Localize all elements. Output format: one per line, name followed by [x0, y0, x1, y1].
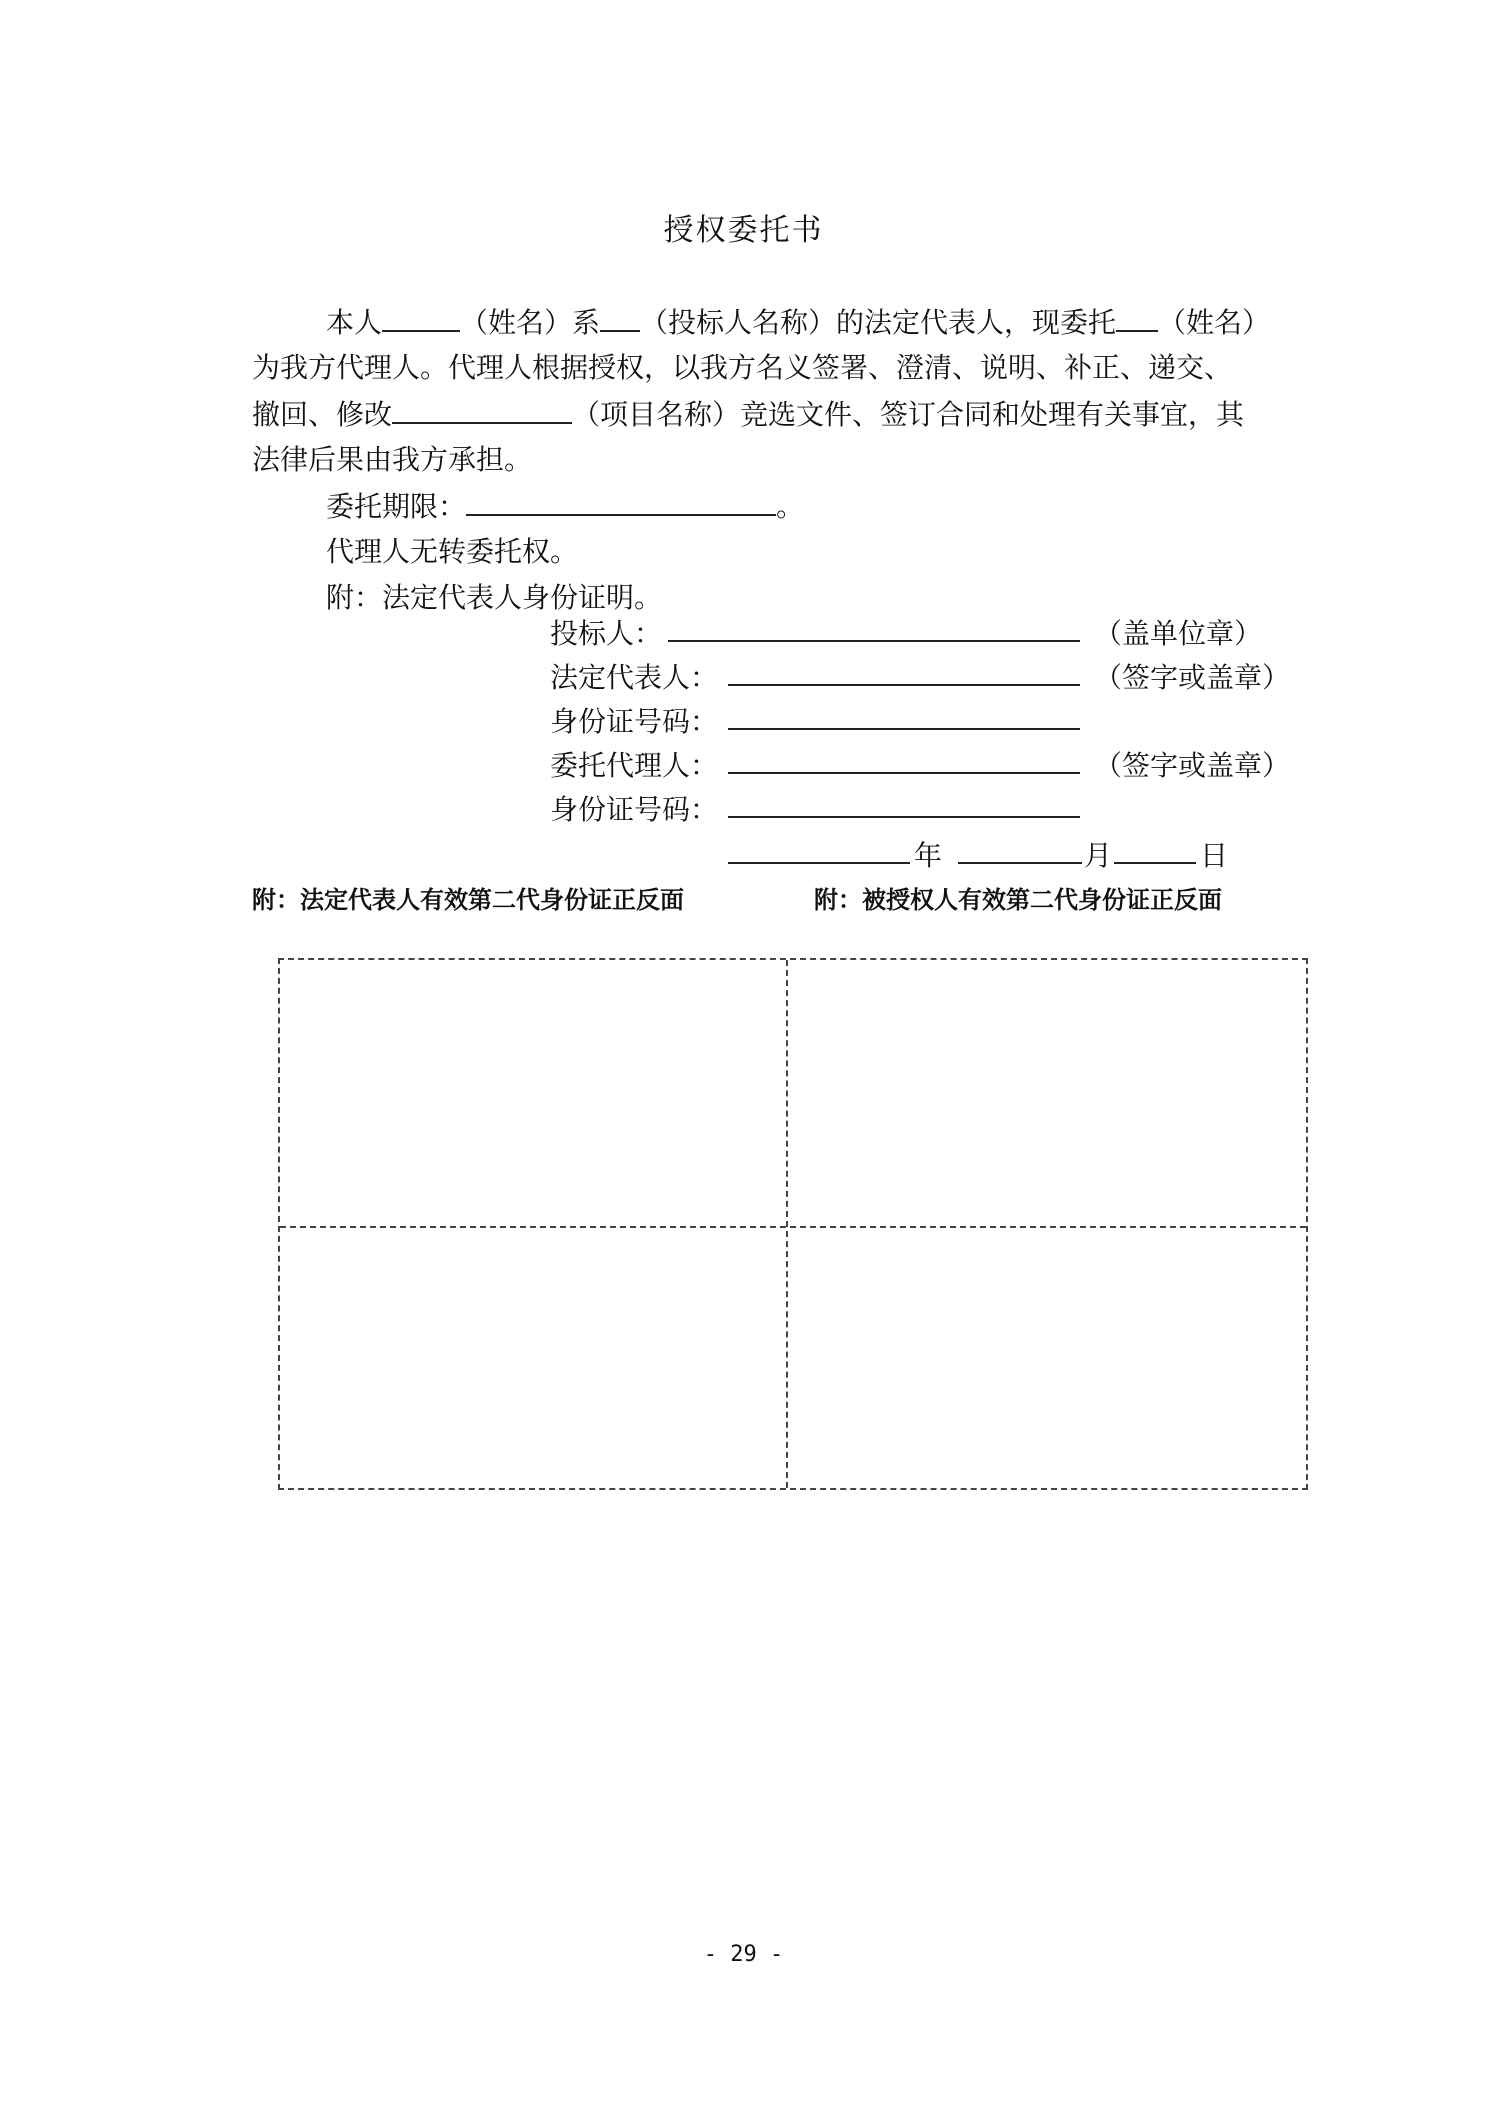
paragraph-line-1	[326, 300, 1270, 345]
text-segment: 本人	[326, 306, 383, 339]
signature-line-id-2	[728, 816, 1080, 818]
id-slot-legal-rep-front	[280, 960, 786, 1226]
text-segment: （姓名）系	[460, 306, 601, 339]
signature-line-id-1	[728, 728, 1080, 730]
text-segment: （项目名称）竞选文件、签订合同和处理有关事宜，其	[572, 398, 1245, 431]
signature-label-id-2: 身份证号码：	[550, 793, 719, 826]
note-legal-rep-id: 附：法定代表人有效第二代身份证正反面	[252, 886, 684, 914]
signature-label-id-1: 身份证号码：	[550, 705, 719, 738]
document-title: 授权委托书	[663, 213, 824, 248]
period-label: 委托期限：	[326, 490, 467, 523]
period-end: 。	[776, 490, 805, 523]
date-year: 年	[914, 839, 943, 872]
attachment-line: 附：法定代表人身份证明。	[326, 581, 663, 614]
id-slot-legal-rep-back	[280, 1226, 786, 1488]
signature-line-bidder	[668, 640, 1080, 642]
date-day: 日	[1200, 839, 1229, 872]
date-month-blank	[958, 862, 1082, 864]
blank-project	[392, 392, 572, 424]
blank-agent-name	[1116, 300, 1158, 332]
signature-label-legal-rep: 法定代表人：	[550, 661, 719, 694]
note-authorized-id: 附：被授权人有效第二代身份证正反面	[814, 886, 1222, 914]
signature-label-agent: 委托代理人：	[550, 749, 719, 782]
no-transfer-line: 代理人无转委托权。	[326, 535, 579, 568]
date-month: 月	[1084, 839, 1113, 872]
blank-name	[382, 300, 460, 332]
period-line	[326, 484, 804, 529]
blank-bidder	[600, 300, 640, 332]
blank-period	[466, 484, 776, 516]
signature-note-legal-rep: （签字或盖章）	[1094, 661, 1291, 694]
paragraph-line-3	[252, 392, 1244, 437]
text-segment: （姓名）	[1158, 306, 1271, 339]
text-segment: （投标人名称）的法定代表人，现委托	[640, 306, 1117, 339]
signature-note-agent: （签字或盖章）	[1094, 749, 1291, 782]
signature-line-legal-rep	[728, 684, 1080, 686]
paragraph-line-4: 法律后果由我方承担。	[252, 443, 533, 476]
signature-line-agent	[728, 772, 1080, 774]
paragraph-line-2: 为我方代理人。代理人根据授权，以我方名义签署、澄清、说明、补正、递交、	[252, 351, 1233, 384]
date-day-blank	[1114, 862, 1196, 864]
id-slot-authorized-front	[786, 960, 1306, 1226]
page-number: - 29 -	[703, 1942, 784, 1967]
signature-note-bidder: （盖单位章）	[1094, 617, 1263, 650]
date-year-blank	[728, 862, 910, 864]
id-card-grid	[278, 958, 1308, 1490]
id-slot-authorized-back	[786, 1226, 1306, 1488]
text-segment: 撤回、修改	[252, 398, 393, 431]
signature-label-bidder: 投标人：	[550, 617, 663, 650]
